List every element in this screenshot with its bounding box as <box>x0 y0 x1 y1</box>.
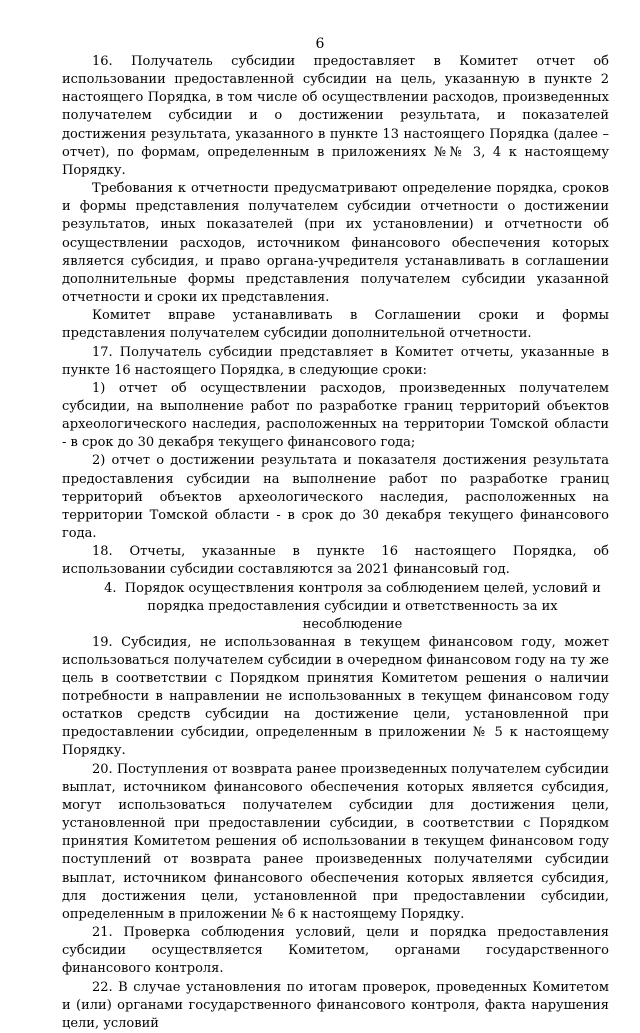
paragraph-20: 20. Поступления от возврата ранее произведенных получателем субсидии выплат, источником финансового обеспечения которых является субсидия, могут использоваться получателем субсидии для достижения цели, установленной при предоставлении субсидии, в соответствии с Порядком принятия Комитетом решения об использовании в текущем финансовом году поступлений от возврата ранее произведенных получателями субсидии выплат, источником финансового обеспечения которых является субсидия, для достижения цели, установленной при предоставлении субсидии, определенным в приложении № 6 к настоящему Порядку. <box>62 761 609 922</box>
paragraph-16: 16. Получатель субсидии предоставляет в Комитет отчет об использовании предоставленной субсидии на цель, указанную в пункте 2 настоящего Порядка, в том числе об осуществлении расходов, произведенных получателем субсидии и о достижении результата, и показателей достижения результата, указанного в пункте 13 настоящего Порядка (далее – отчет), по формам, определенным в приложениях №№ 3, 4 к настоящему Порядку. <box>62 54 609 178</box>
page-number: 6 <box>315 36 325 52</box>
section-number: 4. <box>104 580 117 596</box>
paragraph-21: 21. Проверка соблюдения условий, цели и порядка предоставления субсидии осуществляется Комитетом, органами государственного финансового контроля. <box>62 925 609 977</box>
section-heading <box>62 580 609 634</box>
document-body <box>62 53 609 1033</box>
paragraph-17-item-1: 1) отчет об осуществлении расходов, произведенных получателем субсидии, на выполнение работ по разработке границ территорий объектов археологического наследия, расположенных на территории Томской области - в срок до 30 декабря текущего финансового года; <box>62 380 609 451</box>
paragraph-17-item-2: 2) отчет о достижении результата и показателя достижения результата предоставления субсидии на выполнение работ по разработке границ территорий объектов археологического наследия, расположенных на территории Томской области - в срок до 30 декабря текущего финансового года. <box>62 453 609 542</box>
section-title: Порядок осуществления контроля за соблюдением целей, условий и порядка предоставления субсидии и ответственность за их несоблюдение <box>124 580 601 632</box>
paragraph-reporting-requirements: Требования к отчетности предусматривают определение порядка, сроков и формы представления получателем субсидии отчетности о достижении результатов, иных показателей (при их установлении) и отчетности об осуществлении расходов, источником финансового обеспечения которых является субсидия, и право органа-учредителя устанавливать в соглашении дополнительные формы представления получателем субсидии указанной отчетности и сроки их представления. <box>62 181 609 306</box>
paragraph-committee-right: Комитет вправе устанавливать в Соглашении сроки и формы представления получателем субсидии дополнительной отчетности. <box>62 308 609 342</box>
paragraph-19: 19. Субсидия, не использованная в текущем финансовом году, может использоваться получателем субсидии в очередном финансовом году на ту же цель в соответствии с Порядком принятия Комитетом решения о наличии потребности в направлении не использованных в текущем финансовом году остатков средств субсидии на достижение цели, установленной при предоставлении субсидии, определенным в приложении № 5 к настоящему Порядку. <box>62 634 609 759</box>
paragraph-18: 18. Отчеты, указанные в пункте 16 настоящего Порядка, об использовании субсидии составляются за 2021 финансовый год. <box>62 544 609 578</box>
paragraph-17: 17. Получатель субсидии представляет в Комитет отчеты, указанные в пункте 16 настоящего Порядка, в следующие сроки: <box>62 344 609 378</box>
paragraph-22: 22. В случае установления по итогам проверок, проведенных Комитетом и (или) органами государственного финансового контроля, факта нарушения цели, условий <box>62 979 609 1031</box>
